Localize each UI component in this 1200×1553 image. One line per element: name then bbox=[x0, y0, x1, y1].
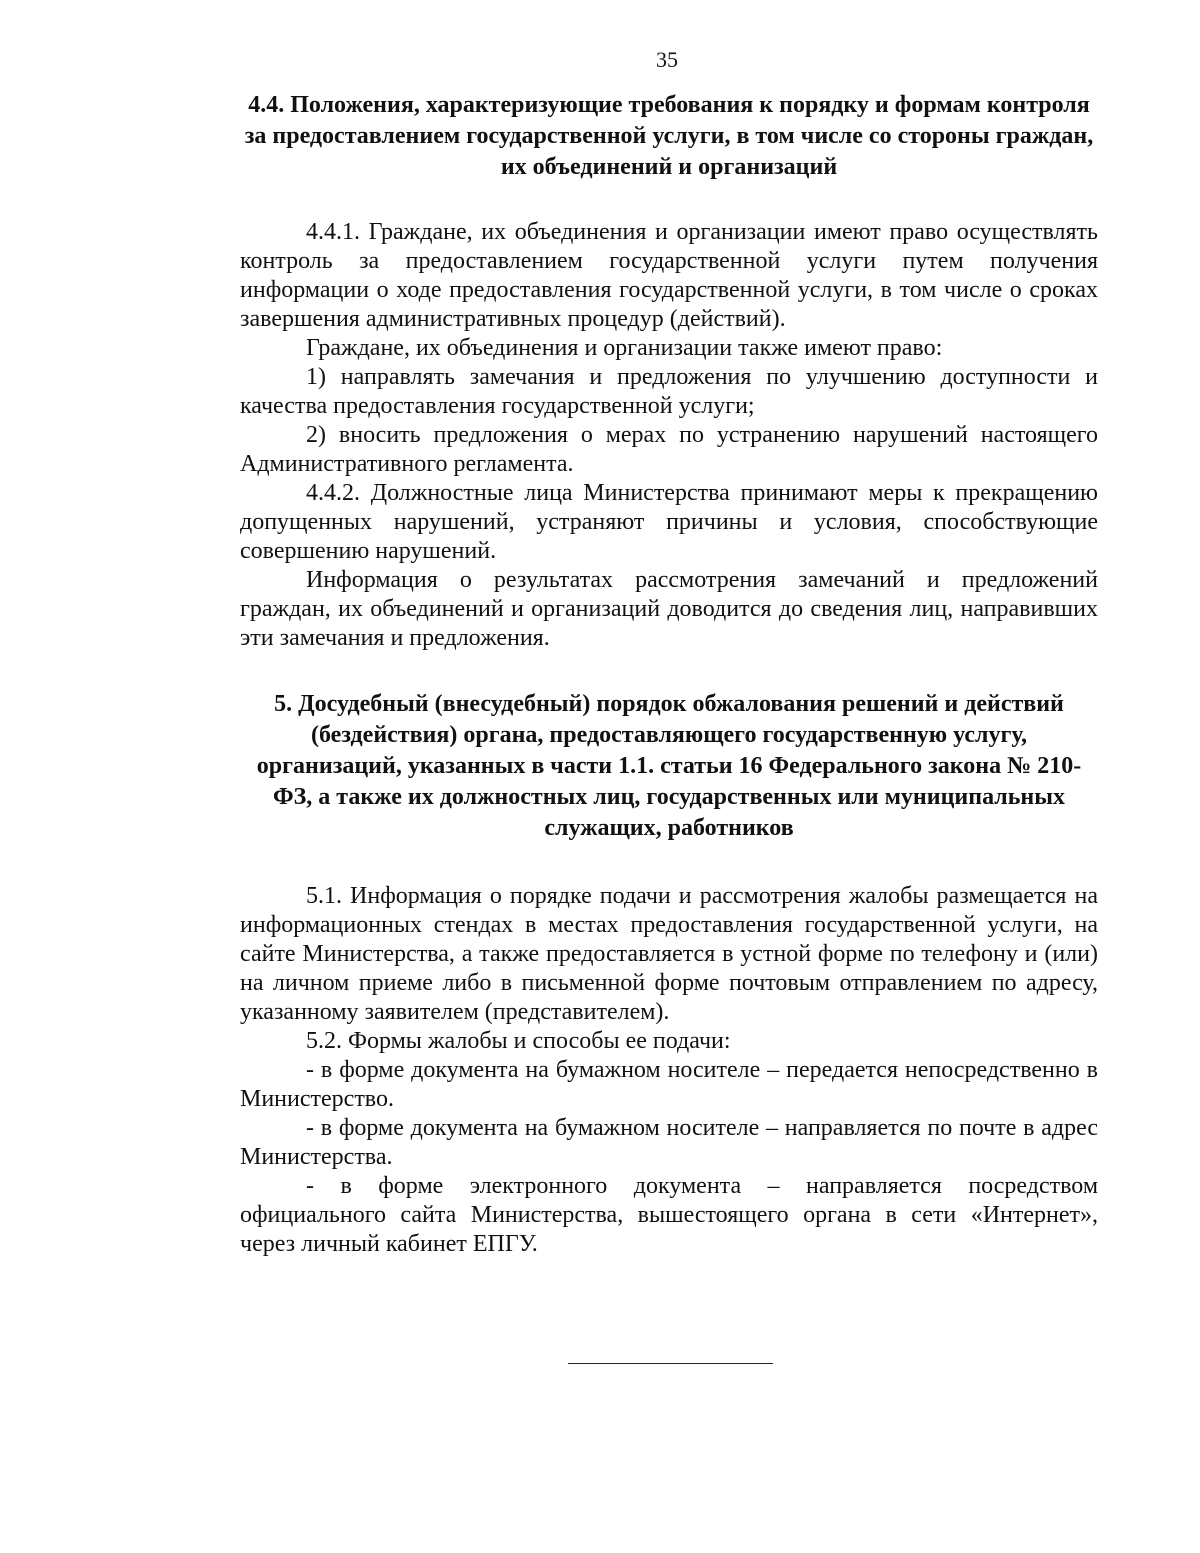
document-content bbox=[240, 88, 1098, 1259]
end-divider-line bbox=[568, 1363, 773, 1364]
paragraph-5-2: 5.2. Формы жалобы и способы ее подачи: bbox=[306, 1028, 731, 1054]
paragraph-5-1: 5.1. Информация о порядке подачи и рассмотрения жалобы размещается на информационных стендах в местах предоставления государственной услуги, на сайте Министерства, а также предоставляется в устной форме по телефону и (или) на личном приеме либо в письменной форме почтовым отправлением по адресу, указанному заявителем (представителем). bbox=[240, 883, 1098, 1025]
paragraph-review-results: Информация о результатах рассмотрения замечаний и предложений граждан, их объединений и организаций доводится до сведения лиц, направивших эти замечания и предложения. bbox=[240, 567, 1098, 651]
section-5-heading: 5. Досудебный (внесудебный) порядок обжалования решений и действий (бездействия) органа, предоставляющего государственную услугу, организаций, указанных в части 1.1. статьи 16 Федерального закона № 210-ФЗ, а также их должностных лиц, государственных или муниципальных служащих, работников bbox=[256, 691, 1082, 841]
complaint-form-electronic: - в форме электронного документа – направляется посредством официального сайта Министерства, вышестоящего органа в сети «Интернет», через личный кабинет ЕПГУ. bbox=[240, 1173, 1098, 1257]
page-number: 35 bbox=[656, 47, 678, 72]
paragraph-4-4-2: 4.4.2. Должностные лица Министерства принимают меры к прекращению допущенных нарушений, устраняют причины и условия, способствующие совершению нарушений. bbox=[240, 480, 1098, 564]
paragraph-citizens-rights: Граждане, их объединения и организации также имеют право: bbox=[306, 335, 943, 361]
paragraph-right-1: 1) направлять замечания и предложения по улучшению доступности и качества предоставления государственной услуги; bbox=[240, 364, 1098, 419]
paragraph-4-4-1: 4.4.1. Граждане, их объединения и организации имеют право осуществлять контроль за предоставлением государственной услуги путем получения информации о ходе предоставления государственной услуги, в том числе о сроках завершения административных процедур (действий). bbox=[240, 219, 1098, 332]
section-4-4-heading: 4.4. Положения, характеризующие требования к порядку и формам контроля за предоставлением государственной услуги, в том числе со стороны граждан, их объединений и организаций bbox=[244, 92, 1094, 180]
section-5-body bbox=[240, 882, 1098, 1259]
section-4-4-body bbox=[240, 218, 1098, 653]
complaint-form-paper-mail: - в форме документа на бумажном носителе – направляется по почте в адрес Министерства. bbox=[240, 1115, 1098, 1170]
paragraph-right-2: 2) вносить предложения о мерах по устранению нарушений настоящего Административного регламента. bbox=[240, 422, 1098, 477]
complaint-form-paper-direct: - в форме документа на бумажном носителе – передается непосредственно в Министерство. bbox=[240, 1057, 1098, 1112]
